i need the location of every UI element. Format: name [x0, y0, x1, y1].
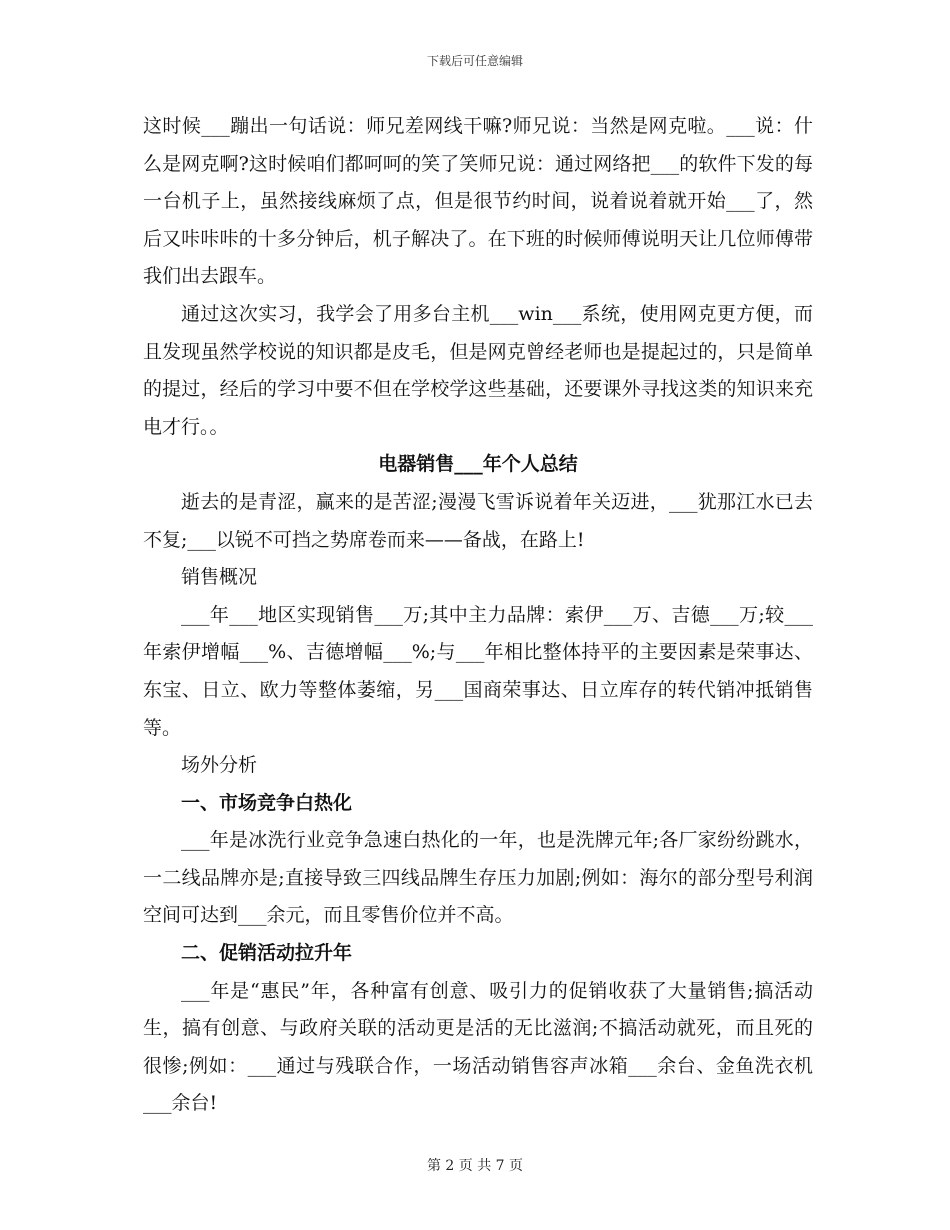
- paragraph: 逝去的是青涩，赢来的是苦涩;漫漫飞雪诉说着年关迈进，___犹那江水已去不复;___以锐不可挡之势席卷而来——备战，在路上!: [143, 490, 813, 551]
- page-header: 下载后可任意编辑: [426, 54, 523, 68]
- subheading: 场外分析: [181, 754, 258, 777]
- document-body: [143, 108, 813, 1123]
- paragraph: ___年是“惠民”年，各种富有创意、吸引力的促销收获了大量销售;搞活动生，搞有创意、与政府关联的活动更是活的无比滋润;不搞活动就死，而且死的很惨;例如：___通过与残联合作，一场活动销售容声冰箱___余台、金鱼洗衣机___余台!: [143, 979, 813, 1115]
- section-heading: 一、市场竞争白热化: [181, 791, 353, 814]
- section-title: 电器销售___年个人总结: [378, 453, 578, 476]
- paragraph: 通过这次实习，我学会了用多台主机___win___系统，使用网克更方便，而且发现虽然学校说的知识都是皮毛，但是网克曾经老师也是提起过的，只是简单的提过，经后的学习中要不但在学校学这些基础，还要课外寻找这类的知识来充电才行。。: [143, 302, 813, 438]
- page-footer: 第 2 页 共 7 页: [426, 1158, 524, 1174]
- paragraph: ___年是冰洗行业竞争急速白热化的一年，也是洗牌元年;各厂家纷纷跳水，一二线品牌亦是;直接导致三四线品牌生存压力加剧;例如：海尔的部分型号利润空间可达到___余元，而且零售价位并不高。: [143, 829, 813, 927]
- paragraph: ___年___地区实现销售___万;其中主力品牌：索伊___万、吉德___万;较___年索伊增幅___%、吉德增幅___%;与___年相比整体持平的主要因素是荣事达、东宝、日立、欧力等整体萎缩，另___国商荣事达、日立库存的转代销冲抵销售等。: [143, 603, 813, 739]
- section-heading: 二、促销活动拉升年: [181, 942, 353, 965]
- paragraph: 这时候___蹦出一句话说：师兄差网线干嘛?师兄说：当然是网克啦。___说：什么是网克啊?这时候咱们都呵呵的笑了笑师兄说：通过网络把___的软件下发的每一台机子上，虽然接线麻烦了点，但是很节约时间，说着说着就开始___了，然后又咔咔咔的十多分钟后，机子解决了。在下班的时候师傅说明天让几位师傅带我们出去跟车。: [143, 115, 813, 288]
- subheading: 销售概况: [181, 566, 258, 589]
